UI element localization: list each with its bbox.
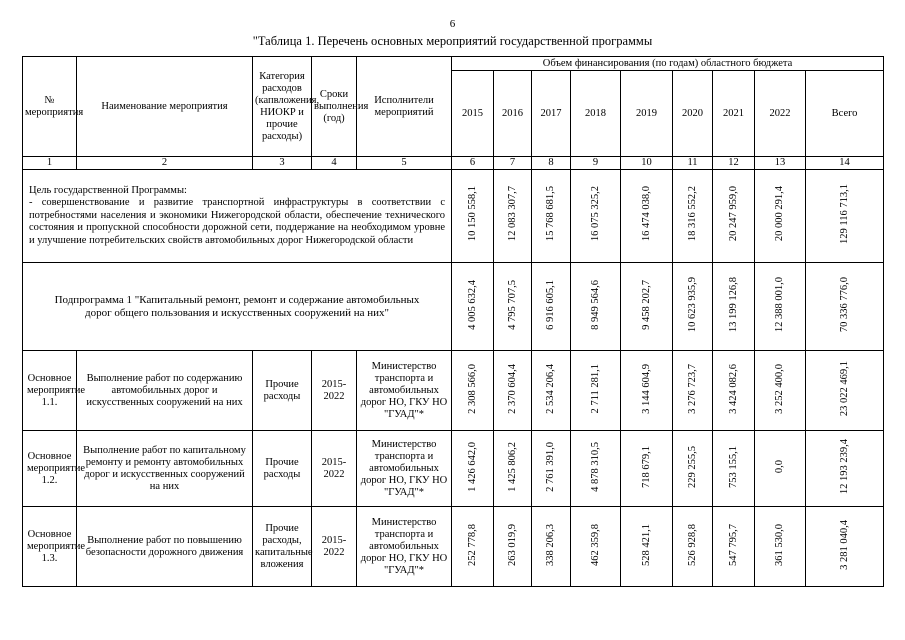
amount-cell [806, 170, 884, 263]
amount-cell [494, 507, 532, 587]
amount-value: 2 711 281,1 [589, 363, 601, 414]
measure-number: Основное мероприятие 1.3. [23, 507, 77, 587]
amount-value: 753 155,1 [727, 445, 739, 488]
header-index-cell: 12 [713, 157, 755, 170]
header-index-cell: 1 [23, 157, 77, 170]
measure-terms: 2015-2022 [312, 351, 357, 431]
subprogram-text: Подпрограмма 1 "Капитальный ремонт, ремонт и содержание автомобильных дорог общего пользования и искусственных сооружений на них" [23, 263, 452, 351]
amount-value: 361 530,0 [774, 523, 785, 566]
amount-cell [806, 431, 884, 507]
amount-value: 12 083 307,7 [506, 186, 518, 242]
amount-cell [571, 507, 621, 587]
header-index-cell: 5 [357, 157, 452, 170]
amount-cell [571, 431, 621, 507]
measure-row [23, 351, 884, 431]
amount-cell [621, 351, 673, 431]
measures-table [22, 56, 884, 587]
amount-value: 6 916 605,1 [545, 279, 556, 330]
amount-value: 3 252 400,0 [774, 363, 785, 414]
amount-value: 12 388 001,0 [774, 276, 785, 333]
header-year: 2022 [755, 71, 806, 157]
header-index-cell: 9 [571, 157, 621, 170]
amount-cell [452, 351, 494, 431]
amount-cell [713, 263, 755, 351]
amount-cell [755, 263, 806, 351]
amount-cell [621, 170, 673, 263]
amount-cell [673, 351, 713, 431]
header-index-cell: 8 [532, 157, 571, 170]
amount-value: 0,0 [774, 459, 785, 474]
amount-value: 23 022 469,1 [838, 360, 850, 417]
measure-terms: 2015-2022 [312, 431, 357, 507]
measure-category: Прочие расходы, капитальные вложения [253, 507, 312, 587]
amount-value: 20 000 291,4 [774, 186, 785, 242]
amount-value: 547 795,7 [727, 523, 739, 566]
measure-terms: 2015-2022 [312, 507, 357, 587]
measure-category: Прочие расходы [253, 431, 312, 507]
amount-value: 462 359,8 [589, 523, 601, 566]
page-number: 6 [449, 18, 456, 30]
header-index-cell: 7 [494, 157, 532, 170]
amount-value: 16 075 325,2 [589, 186, 601, 242]
amount-cell [806, 351, 884, 431]
amount-cell [532, 431, 571, 507]
amount-value: 4 005 632,4 [466, 279, 478, 330]
header-index-cell: 13 [755, 157, 806, 170]
amount-cell [452, 263, 494, 351]
header-row-top [23, 57, 884, 71]
header-terms: Сроки выполнения (год) [312, 57, 357, 157]
amount-cell [494, 263, 532, 351]
amount-value: 10 623 935,9 [686, 276, 698, 333]
amount-value: 12 193 239,4 [838, 438, 850, 495]
amount-cell [806, 507, 884, 587]
header-index-cell: 2 [77, 157, 253, 170]
amount-value: 2 370 604,4 [506, 363, 518, 414]
measure-row [23, 507, 884, 587]
amount-cell [532, 351, 571, 431]
header-year: Всего [806, 71, 884, 157]
amount-cell [494, 170, 532, 263]
amount-value: 13 199 126,8 [727, 276, 739, 333]
amount-value: 2 308 566,0 [466, 363, 478, 414]
amount-value: 18 316 552,2 [686, 186, 698, 242]
amount-cell [571, 170, 621, 263]
amount-cell [713, 507, 755, 587]
measure-executors: Министерство транспорта и автомобильных дорог НО, ГКУ НО "ГУАД"* [357, 507, 452, 587]
measure-name: Выполнение работ по повышению безопасности дорожного движения [77, 507, 253, 587]
measure-name: Выполнение работ по содержанию автомобильных дорог и искусственных сооружений на них [77, 351, 253, 431]
amount-value: 3 144 604,9 [640, 363, 652, 414]
goal-text: Цель государственной Программы: - совершенствование и развитие транспортной инфраструктуры в соответствии с потребностями населения и экономики Нижегородской области, обеспечение технического состояния и пропускной способности дорожной сети, поддержание на необходимом уровне и улучшение потребительских свойств автомобильных дорог Нижегородской области [23, 170, 452, 263]
amount-value: 15 768 681,5 [545, 186, 556, 242]
amount-cell [713, 431, 755, 507]
amount-cell [673, 263, 713, 351]
measure-category: Прочие расходы [253, 351, 312, 431]
measure-number: Основное мероприятие 1.1. [23, 351, 77, 431]
amount-value: 129 116 713,1 [838, 184, 850, 244]
measure-number: Основное мероприятие 1.2. [23, 431, 77, 507]
amount-cell [673, 507, 713, 587]
amount-cell [755, 431, 806, 507]
amount-cell [713, 170, 755, 263]
header-index-cell: 3 [253, 157, 312, 170]
header-year: 2018 [571, 71, 621, 157]
header-category: Категория расходов (капвложения, НИОКР и прочие расходы) [253, 57, 312, 157]
amount-value: 2 534 206,4 [545, 363, 556, 414]
header-index-cell: 6 [452, 157, 494, 170]
amount-value: 10 150 558,1 [466, 186, 478, 242]
amount-value: 3 276 723,7 [686, 363, 698, 414]
amount-value: 3 424 082,6 [727, 363, 739, 414]
header-num: № мероприятия [23, 57, 77, 157]
amount-cell [532, 507, 571, 587]
header-year: 2021 [713, 71, 755, 157]
measure-executors: Министерство транспорта и автомобильных дорог НО, ГКУ НО "ГУАД"* [357, 351, 452, 431]
amount-cell [452, 431, 494, 507]
amount-cell [755, 351, 806, 431]
amount-value: 263 019,9 [506, 523, 518, 566]
amount-value: 229 255,5 [686, 445, 698, 488]
measure-row [23, 431, 884, 507]
table-title: "Таблица 1. Перечень основных мероприятий государственной программы [252, 34, 653, 48]
goal-row [23, 170, 884, 263]
header-executors: Исполнители мероприятий [357, 57, 452, 157]
amount-value: 4 795 707,5 [506, 279, 518, 330]
amount-value: 526 928,8 [686, 523, 698, 566]
header-index-cell: 14 [806, 157, 884, 170]
amount-cell [755, 170, 806, 263]
amount-value: 20 247 959,0 [727, 186, 739, 242]
amount-cell [755, 507, 806, 587]
amount-cell [713, 351, 755, 431]
amount-value: 1 425 806,2 [506, 441, 518, 492]
amount-value: 528 421,1 [640, 523, 652, 566]
amount-cell [494, 431, 532, 507]
amount-cell [621, 431, 673, 507]
amount-value: 252 778,8 [466, 523, 478, 566]
amount-value: 3 281 040,4 [838, 519, 850, 570]
measure-executors: Министерство транспорта и автомобильных дорог НО, ГКУ НО "ГУАД"* [357, 431, 452, 507]
amount-value: 70 336 776,0 [838, 276, 850, 333]
header-index-cell: 4 [312, 157, 357, 170]
amount-cell [673, 431, 713, 507]
amount-cell [452, 170, 494, 263]
amount-cell [452, 507, 494, 587]
amount-value: 718 679,1 [640, 445, 652, 488]
amount-cell [571, 351, 621, 431]
header-year: 2017 [532, 71, 571, 157]
header-index-cell: 10 [621, 157, 673, 170]
amount-value: 1 426 642,0 [466, 441, 478, 492]
header-index-cell: 11 [673, 157, 713, 170]
amount-cell [806, 263, 884, 351]
header-year: 2020 [673, 71, 713, 157]
amount-value: 2 761 391,0 [545, 441, 556, 492]
measures-table-wrapper [22, 56, 884, 587]
header-funding-group: Объем финансирования (по годам) областного бюджета [452, 57, 884, 71]
header-year: 2015 [452, 71, 494, 157]
amount-value: 9 458 202,7 [640, 279, 652, 330]
amount-cell [621, 507, 673, 587]
amount-cell [494, 351, 532, 431]
header-name: Наименование мероприятия [77, 57, 253, 157]
header-year: 2019 [621, 71, 673, 157]
amount-cell [532, 263, 571, 351]
amount-value: 8 949 564,6 [589, 279, 601, 330]
amount-cell [532, 170, 571, 263]
amount-value: 4 878 310,5 [589, 441, 601, 492]
subprogram-row [23, 263, 884, 351]
amount-value: 16 474 038,0 [640, 186, 652, 242]
header-index-row [23, 157, 884, 170]
amount-cell [621, 263, 673, 351]
amount-cell [673, 170, 713, 263]
amount-cell [571, 263, 621, 351]
header-year: 2016 [494, 71, 532, 157]
amount-value: 338 206,3 [545, 523, 556, 566]
measure-name: Выполнение работ по капитальному ремонту и ремонту автомобильных дорог и искусственных сооружений на них [77, 431, 253, 507]
